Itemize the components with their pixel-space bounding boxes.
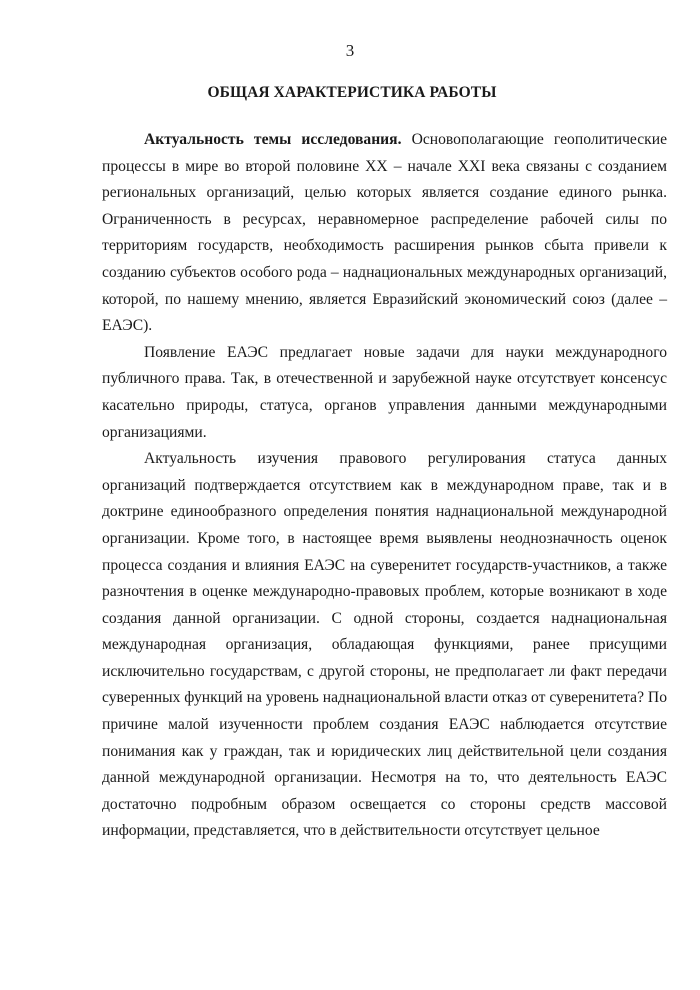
section-title: ОБЩАЯ ХАРАКТЕРИСТИКА РАБОТЫ — [207, 84, 497, 101]
paragraph-eaeu-tasks — [102, 340, 667, 446]
body-text — [102, 127, 667, 845]
paragraph-text: Актуальность изучения правового регулирования статуса данных организаций подтверждается отсутствием как в международном праве, так и в доктрине единообразного определения понятия наднациональной международной организации. Кроме того, в настоящее время выявлены неоднозначность оценок процесса создания и влияния ЕАЭС на суверенитет государств-участников, а также разночтения в оценке международно-правовых проблем, которые возникают в ходе создания данной организации. С одной стороны, создается наднациональная международная организация, обладающая функциями, ранее присущими исключительно государствам, с другой стороны, не предполагает ли факт передачи суверенных функций на уровень наднациональной власти отказ от суверенитета? По причине малой изученности проблем создания ЕАЭС наблюдается отсутствие понимания как у граждан, так и юридических лиц действительной цели создания данной международной организации. Несмотря на то, что деятельность ЕАЭС достаточно подробным образом освещается со стороны средств массовой информации, представляется, что в действительности отсутствует цельное — [102, 450, 667, 840]
paragraph-regulation — [102, 446, 667, 845]
page-number: 3 — [345, 41, 355, 60]
paragraph-text: Появление ЕАЭС предлагает новые задачи для науки международного публичного права. Так, в отечественной и зарубежной науке отсутствует консенсус касательно природы, статуса, органов управления данными международными организациями. — [102, 343, 667, 441]
paragraph-lead: Актуальность темы исследования. — [144, 131, 402, 148]
paragraph-relevance — [102, 127, 667, 340]
paragraph-text: Основополагающие геополитические процессы в мире во второй половине XX – начале XXI века связаны с созданием региональных организаций, целью которых является создание единого рынка. Ограниченность в ресурсах, неравномерное распределение рабочей силы по территориям государств, необходимость расширения рынков сбыта привели к созданию субъектов особого рода – наднациональных международных организаций, которой, по нашему мнению, является Евразийский экономический союз (далее – ЕАЭС). — [102, 131, 667, 335]
